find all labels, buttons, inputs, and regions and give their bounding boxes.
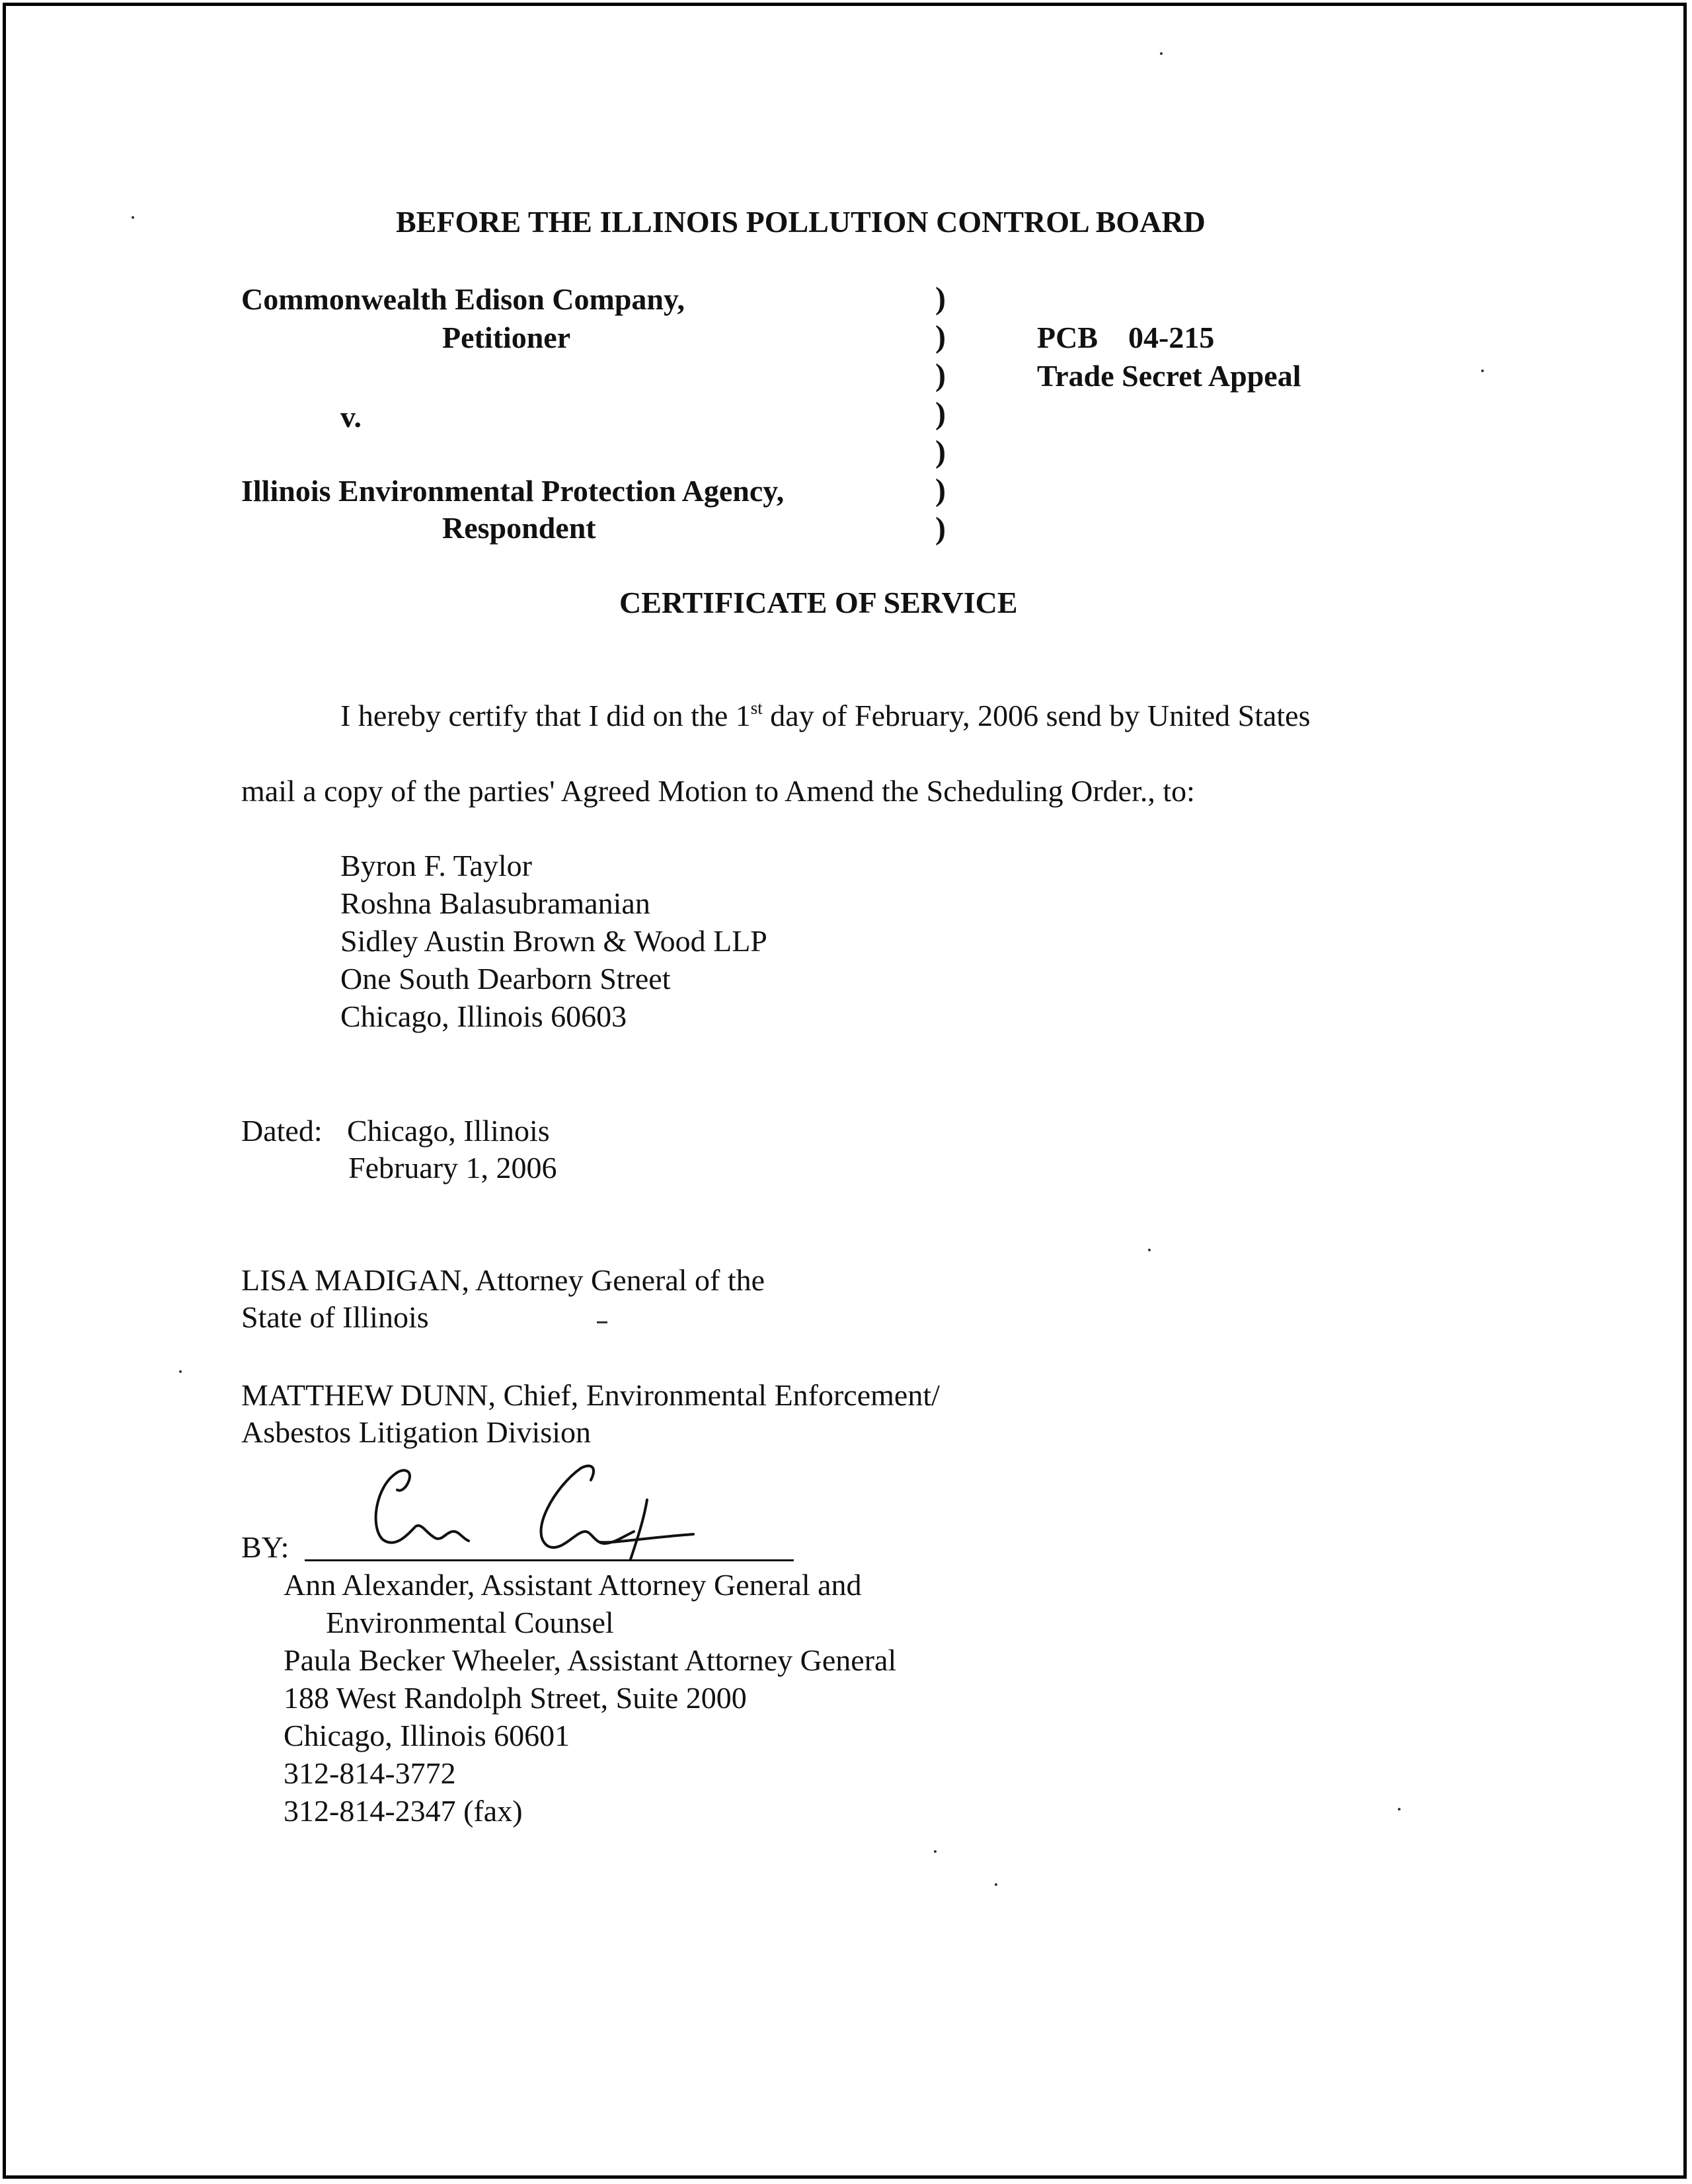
document-page: [3, 3, 1687, 2179]
caption-paren: ): [935, 358, 946, 393]
respondent-name: Illinois Environmental Protection Agency,: [241, 474, 785, 508]
caption-paren: ): [935, 396, 946, 431]
certificate-text-part: day of February, 2006 send by United States: [762, 699, 1311, 732]
signatory-line: Environmental Counsel: [326, 1606, 614, 1639]
signatory-line: 312-814-3772: [284, 1756, 456, 1790]
recipient-line: Sidley Austin Brown & Wood LLP: [340, 924, 767, 958]
scan-speck: [1398, 1808, 1401, 1811]
recipient-line: One South Dearborn Street: [340, 962, 671, 995]
attorney-general-line2: State of Illinois: [241, 1300, 429, 1334]
scan-speck: [934, 1850, 937, 1853]
scan-speck: [995, 1883, 997, 1886]
case-number: PCB 04-215: [1037, 321, 1215, 354]
scan-speck: [1160, 52, 1163, 55]
respondent-role: Respondent: [442, 511, 596, 545]
dated-date: February 1, 2006: [348, 1151, 557, 1185]
signatory-line: 312-814-2347 (fax): [284, 1794, 523, 1828]
recipient-line: Chicago, Illinois 60603: [340, 999, 627, 1033]
certificate-paragraph-line1: [340, 697, 1311, 734]
recipient-line: Roshna Balasubramanian: [340, 886, 650, 920]
certificate-text-part: I hereby certify that I did on the 1: [340, 699, 751, 732]
scan-speck: [179, 1370, 182, 1373]
caption-paren: ): [935, 319, 946, 354]
petitioner-name: Commonwealth Edison Company,: [241, 282, 685, 316]
attorney-general-line1: LISA MADIGAN, Attorney General of the: [241, 1263, 765, 1297]
signatory-line: Paula Becker Wheeler, Assistant Attorney General: [284, 1643, 897, 1677]
case-type: Trade Secret Appeal: [1037, 359, 1301, 393]
division-chief-line1: MATTHEW DUNN, Chief, Environmental Enforcement/: [241, 1378, 940, 1412]
signatory-block: [284, 1566, 896, 1830]
scan-speck: [1481, 370, 1484, 372]
caption-paren: ): [935, 473, 946, 508]
ordinal-suffix: st: [750, 698, 763, 718]
caption-paren: ): [935, 434, 946, 469]
scan-speck: [1148, 1249, 1151, 1251]
caption-paren-column: [935, 280, 946, 548]
signatory-line: 188 West Randolph Street, Suite 2000: [284, 1681, 747, 1715]
handwritten-signature: [363, 1460, 707, 1566]
division-chief-line2: Asbestos Litigation Division: [241, 1415, 591, 1449]
scan-speck: [132, 216, 134, 219]
petitioner-role: Petitioner: [442, 321, 571, 354]
signatory-line: Chicago, Illinois 60601: [284, 1719, 570, 1752]
dated-place: Chicago, Illinois: [347, 1114, 550, 1148]
board-title: BEFORE THE ILLINOIS POLLUTION CONTROL BOARD: [396, 205, 1206, 239]
signatory-line: Ann Alexander, Assistant Attorney General and: [284, 1568, 862, 1602]
stray-mark: [597, 1321, 607, 1323]
dated-label: Dated:: [241, 1114, 323, 1148]
recipient-address: [340, 847, 767, 1035]
by-label: BY:: [241, 1530, 289, 1564]
certificate-heading: CERTIFICATE OF SERVICE: [619, 586, 1018, 619]
caption-paren: ): [935, 511, 946, 546]
recipient-line: Byron F. Taylor: [340, 849, 532, 882]
caption-paren: ): [935, 281, 946, 316]
certificate-paragraph-line2: mail a copy of the parties' Agreed Motion to Amend the Scheduling Order., to:: [241, 774, 1195, 808]
versus-label: v.: [340, 400, 362, 434]
